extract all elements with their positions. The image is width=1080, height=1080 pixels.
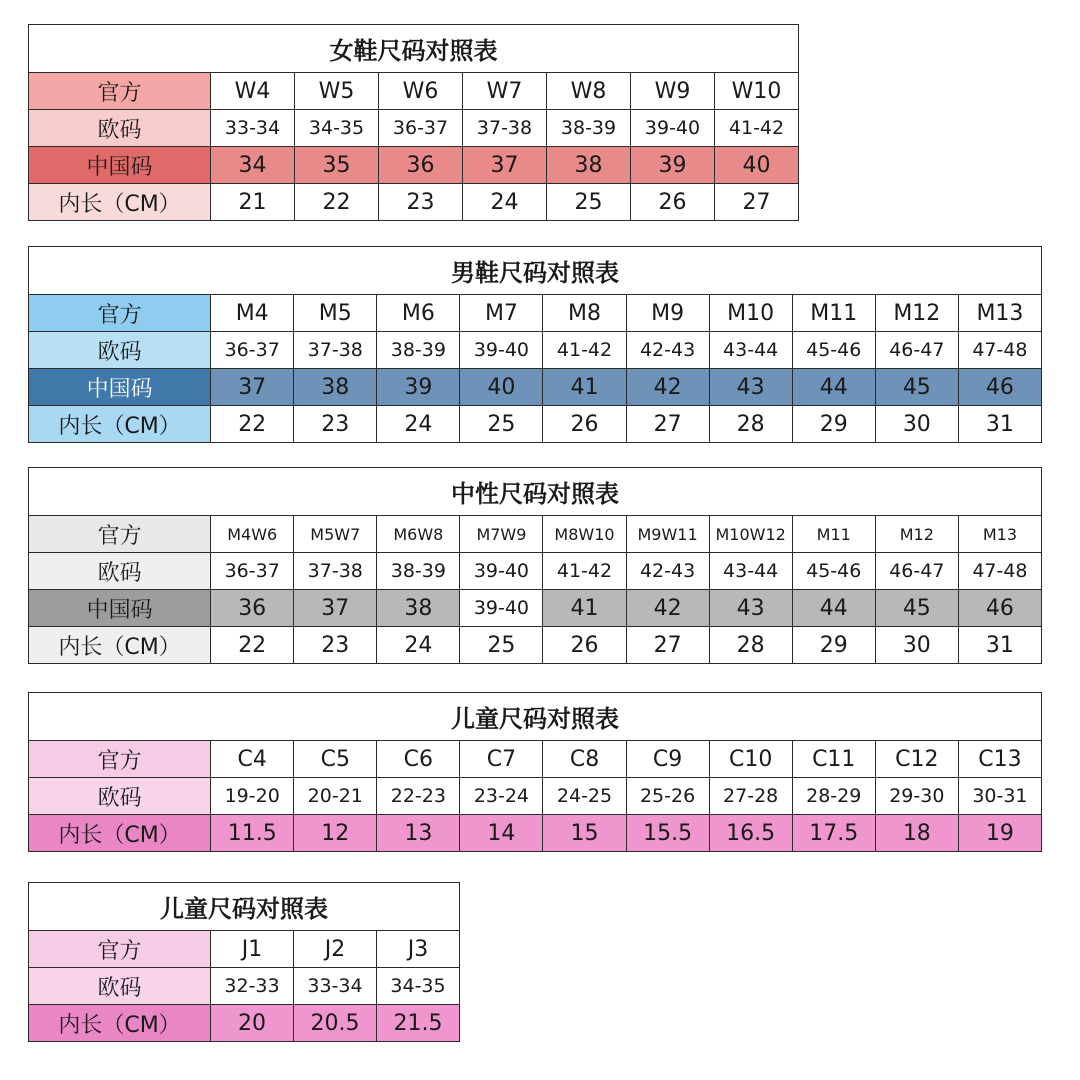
official-size-cell: M9W11 — [626, 516, 709, 553]
official-size-cell: C11 — [792, 741, 875, 778]
insole-length-cell: 15 — [543, 815, 626, 852]
cn-size-cell: 38 — [377, 590, 460, 627]
row-label-official: 官方 — [29, 931, 211, 968]
official-size-cell: M5 — [294, 295, 377, 332]
official-size-cell: C12 — [875, 741, 958, 778]
youth-size-table — [28, 882, 460, 1042]
insole-length-cell: 30 — [875, 627, 958, 664]
eu-size-cell: 34-35 — [377, 968, 460, 1005]
cn-size-cell: 45 — [875, 369, 958, 406]
eu-size-cell: 47-48 — [958, 332, 1041, 369]
insole-length-cell: 27 — [626, 627, 709, 664]
men-size-table — [28, 246, 1042, 443]
insole-length-cell: 27 — [626, 406, 709, 443]
insole-length-cell: 20.5 — [294, 1005, 377, 1042]
eu-size-cell: 29-30 — [875, 778, 958, 815]
cn-size-cell: 34 — [211, 147, 295, 184]
cn-size-cell: 44 — [792, 590, 875, 627]
insole-length-cell: 21 — [211, 184, 295, 221]
cn-size-cell: 36 — [379, 147, 463, 184]
insole-length-cell: 12 — [294, 815, 377, 852]
insole-length-cell: 17.5 — [792, 815, 875, 852]
row-label-eu: 欧码 — [29, 968, 211, 1005]
eu-size-cell: 27-28 — [709, 778, 792, 815]
insole-length-cell: 28 — [709, 406, 792, 443]
official-size-cell: M7 — [460, 295, 543, 332]
row-label-cn: 中国码 — [29, 369, 211, 406]
official-size-cell: C9 — [626, 741, 709, 778]
cn-size-cell: 42 — [626, 369, 709, 406]
official-size-cell: C4 — [211, 741, 294, 778]
eu-size-cell: 33-34 — [211, 110, 295, 147]
eu-size-cell: 25-26 — [626, 778, 709, 815]
row-label-insole: 内长（CM） — [29, 1005, 211, 1042]
cn-size-cell: 38 — [547, 147, 631, 184]
unisex-table-title: 中性尺码对照表 — [29, 468, 1042, 516]
eu-size-cell: 47-48 — [958, 553, 1041, 590]
insole-length-cell: 22 — [211, 406, 294, 443]
insole-length-cell: 15.5 — [626, 815, 709, 852]
insole-length-cell: 14 — [460, 815, 543, 852]
eu-size-cell: 38-39 — [547, 110, 631, 147]
official-size-cell: M4W6 — [211, 516, 294, 553]
eu-size-cell: 45-46 — [792, 553, 875, 590]
eu-size-cell: 34-35 — [295, 110, 379, 147]
insole-length-cell: 28 — [709, 627, 792, 664]
insole-length-cell: 19 — [958, 815, 1041, 852]
eu-size-cell: 24-25 — [543, 778, 626, 815]
eu-size-cell: 42-43 — [626, 553, 709, 590]
eu-size-cell: 33-34 — [294, 968, 377, 1005]
eu-size-cell: 36-37 — [211, 553, 294, 590]
eu-size-cell: 38-39 — [377, 332, 460, 369]
cn-size-cell: 37 — [294, 590, 377, 627]
cn-size-cell: 35 — [295, 147, 379, 184]
official-size-cell: M13 — [958, 516, 1041, 553]
insole-length-cell: 29 — [792, 627, 875, 664]
official-size-cell: M11 — [792, 516, 875, 553]
eu-size-cell: 43-44 — [709, 332, 792, 369]
official-size-cell: W9 — [631, 73, 715, 110]
cn-size-cell: 41 — [543, 590, 626, 627]
row-label-official: 官方 — [29, 516, 211, 553]
official-size-cell: W5 — [295, 73, 379, 110]
insole-length-cell: 24 — [463, 184, 547, 221]
row-label-cn: 中国码 — [29, 147, 211, 184]
official-size-cell: M5W7 — [294, 516, 377, 553]
cn-size-cell: 37 — [463, 147, 547, 184]
insole-length-cell: 21.5 — [377, 1005, 460, 1042]
official-size-cell: M8W10 — [543, 516, 626, 553]
official-size-cell: W10 — [715, 73, 799, 110]
eu-size-cell: 36-37 — [379, 110, 463, 147]
insole-length-cell: 30 — [875, 406, 958, 443]
official-size-cell: C10 — [709, 741, 792, 778]
cn-size-cell: 43 — [709, 590, 792, 627]
insole-length-cell: 25 — [460, 406, 543, 443]
official-size-cell: M13 — [958, 295, 1041, 332]
insole-length-cell: 22 — [295, 184, 379, 221]
insole-length-cell: 24 — [377, 406, 460, 443]
insole-length-cell: 26 — [543, 627, 626, 664]
eu-size-cell: 41-42 — [543, 553, 626, 590]
official-size-cell: M8 — [543, 295, 626, 332]
eu-size-cell: 36-37 — [211, 332, 294, 369]
eu-size-cell: 38-39 — [377, 553, 460, 590]
cn-size-cell: 40 — [460, 369, 543, 406]
insole-length-cell: 13 — [377, 815, 460, 852]
eu-size-cell: 39-40 — [631, 110, 715, 147]
insole-length-cell: 31 — [958, 406, 1041, 443]
cn-size-cell: 37 — [211, 369, 294, 406]
insole-length-cell: 11.5 — [211, 815, 294, 852]
row-label-eu: 欧码 — [29, 110, 211, 147]
insole-length-cell: 16.5 — [709, 815, 792, 852]
eu-size-cell: 41-42 — [543, 332, 626, 369]
insole-length-cell: 26 — [543, 406, 626, 443]
official-size-cell: W8 — [547, 73, 631, 110]
insole-length-cell: 27 — [715, 184, 799, 221]
row-label-insole: 内长（CM） — [29, 406, 211, 443]
cn-size-cell: 41 — [543, 369, 626, 406]
insole-length-cell: 20 — [211, 1005, 294, 1042]
official-size-cell: C13 — [958, 741, 1041, 778]
insole-length-cell: 24 — [377, 627, 460, 664]
cn-size-cell: 39 — [377, 369, 460, 406]
insole-length-cell: 23 — [294, 406, 377, 443]
cn-size-cell: 42 — [626, 590, 709, 627]
eu-size-cell: 28-29 — [792, 778, 875, 815]
cn-size-cell: 40 — [715, 147, 799, 184]
row-label-eu: 欧码 — [29, 332, 211, 369]
insole-length-cell: 23 — [294, 627, 377, 664]
insole-length-cell: 29 — [792, 406, 875, 443]
eu-size-cell: 32-33 — [211, 968, 294, 1005]
insole-length-cell: 22 — [211, 627, 294, 664]
cn-size-cell: 44 — [792, 369, 875, 406]
row-label-eu: 欧码 — [29, 778, 211, 815]
eu-size-cell: 20-21 — [294, 778, 377, 815]
men-table-title: 男鞋尺码对照表 — [29, 247, 1042, 295]
official-size-cell: C8 — [543, 741, 626, 778]
row-label-eu: 欧码 — [29, 553, 211, 590]
eu-size-cell: 37-38 — [294, 332, 377, 369]
row-label-official: 官方 — [29, 295, 211, 332]
eu-size-cell: 23-24 — [460, 778, 543, 815]
official-size-cell: M10 — [709, 295, 792, 332]
cn-size-cell: 36 — [211, 590, 294, 627]
official-size-cell: C5 — [294, 741, 377, 778]
official-size-cell: J1 — [211, 931, 294, 968]
cn-size-cell: 45 — [875, 590, 958, 627]
official-size-cell: C7 — [460, 741, 543, 778]
unisex-size-table — [28, 467, 1042, 664]
women-table-title: 女鞋尺码对照表 — [29, 25, 799, 73]
insole-length-cell: 26 — [631, 184, 715, 221]
eu-size-cell: 41-42 — [715, 110, 799, 147]
eu-size-cell: 39-40 — [460, 332, 543, 369]
cn-size-cell: 39 — [631, 147, 715, 184]
eu-size-cell: 46-47 — [875, 332, 958, 369]
official-size-cell: M9 — [626, 295, 709, 332]
cn-size-cell: 39-40 — [460, 590, 543, 627]
official-size-cell: M11 — [792, 295, 875, 332]
eu-size-cell: 37-38 — [294, 553, 377, 590]
eu-size-cell: 37-38 — [463, 110, 547, 147]
row-label-insole: 内长（CM） — [29, 627, 211, 664]
insole-length-cell: 25 — [460, 627, 543, 664]
official-size-cell: M12 — [875, 295, 958, 332]
official-size-cell: M6W8 — [377, 516, 460, 553]
official-size-cell: J2 — [294, 931, 377, 968]
official-size-cell: M4 — [211, 295, 294, 332]
official-size-cell: W6 — [379, 73, 463, 110]
insole-length-cell: 31 — [958, 627, 1041, 664]
youth-table-title: 儿童尺码对照表 — [29, 883, 460, 931]
cn-size-cell: 46 — [958, 369, 1041, 406]
eu-size-cell: 39-40 — [460, 553, 543, 590]
eu-size-cell: 19-20 — [211, 778, 294, 815]
eu-size-cell: 45-46 — [792, 332, 875, 369]
official-size-cell: W7 — [463, 73, 547, 110]
women-size-table — [28, 24, 799, 221]
cn-size-cell: 38 — [294, 369, 377, 406]
official-size-cell: C6 — [377, 741, 460, 778]
cn-size-cell: 43 — [709, 369, 792, 406]
kids-size-table — [28, 692, 1042, 852]
eu-size-cell: 46-47 — [875, 553, 958, 590]
row-label-insole: 内长（CM） — [29, 815, 211, 852]
official-size-cell: M10W12 — [709, 516, 792, 553]
official-size-cell: M12 — [875, 516, 958, 553]
official-size-cell: W4 — [211, 73, 295, 110]
official-size-cell: J3 — [377, 931, 460, 968]
cn-size-cell: 46 — [958, 590, 1041, 627]
kids-table-title: 儿童尺码对照表 — [29, 693, 1042, 741]
insole-length-cell: 23 — [379, 184, 463, 221]
insole-length-cell: 25 — [547, 184, 631, 221]
row-label-cn: 中国码 — [29, 590, 211, 627]
eu-size-cell: 22-23 — [377, 778, 460, 815]
eu-size-cell: 43-44 — [709, 553, 792, 590]
official-size-cell: M6 — [377, 295, 460, 332]
insole-length-cell: 18 — [875, 815, 958, 852]
official-size-cell: M7W9 — [460, 516, 543, 553]
eu-size-cell: 42-43 — [626, 332, 709, 369]
row-label-insole: 内长（CM） — [29, 184, 211, 221]
row-label-official: 官方 — [29, 73, 211, 110]
row-label-official: 官方 — [29, 741, 211, 778]
eu-size-cell: 30-31 — [958, 778, 1041, 815]
